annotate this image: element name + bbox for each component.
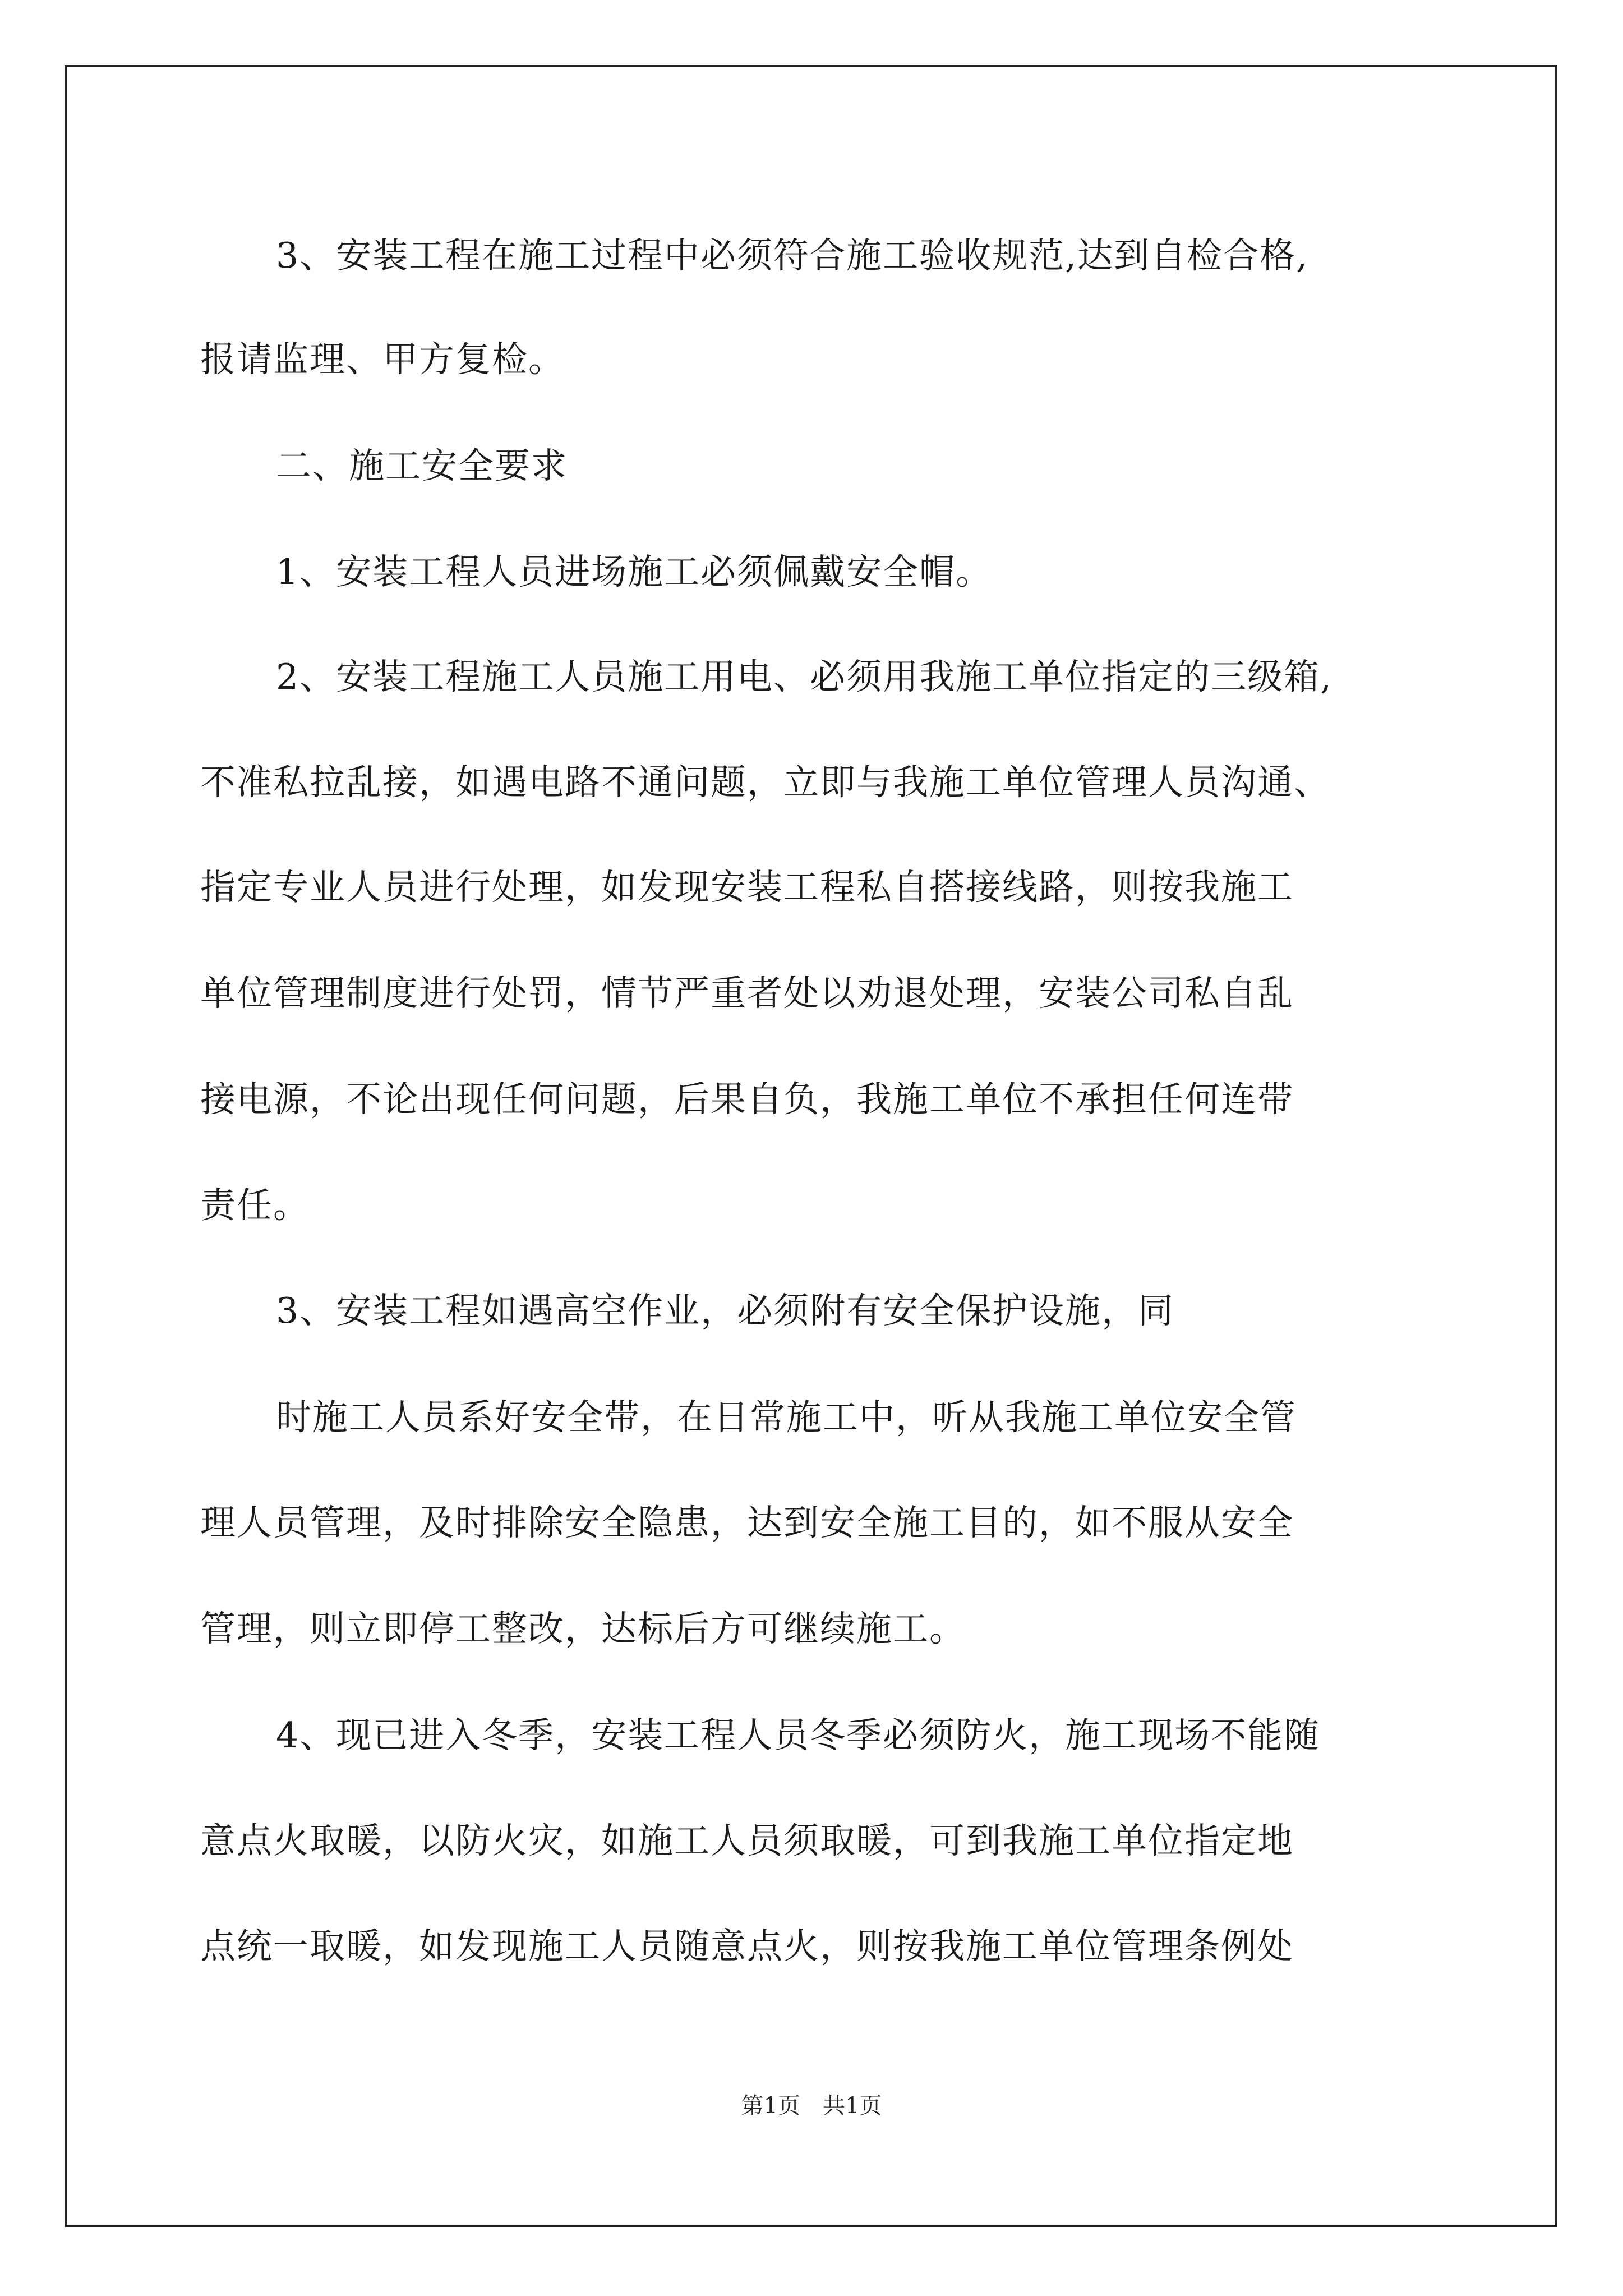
paragraph-line: 指定专业人员进行处理，如发现安装工程私自搭接线路，则按我施工	[200, 867, 1294, 908]
page-border	[65, 65, 1557, 2227]
page-number-footer: 第1页 共1页	[741, 2093, 882, 2119]
section-heading: 二、施工安全要求	[276, 445, 568, 486]
paragraph-line: 管理，则立即停工整改，达标后方可继续施工。	[200, 1608, 966, 1649]
paragraph-line: 4、现已进入冬季，安装工程人员冬季必须防火，施工现场不能随	[276, 1715, 1321, 1756]
paragraph-line: 1、安装工程人员进场施工必须佩戴安全帽。	[276, 551, 993, 592]
paragraph-line: 接电源，不论出现任何问题，后果自负，我施工单位不承担任何连带	[200, 1079, 1294, 1120]
paragraph-line: 3、安装工程在施工过程中必须符合施工验收规范,达到自检合格,	[276, 235, 1309, 276]
paragraph-line: 不准私拉乱接，如遇电路不通问题，立即与我施工单位管理人员沟通、	[200, 762, 1330, 803]
paragraph-line: 点统一取暖，如发现施工人员随意点火，则按我施工单位管理条例处	[200, 1926, 1294, 1967]
paragraph-line: 3、安装工程如遇高空作业，必须附有安全保护设施，同	[276, 1290, 1175, 1331]
paragraph-line: 理人员管理，及时排除安全隐患，达到安全施工目的，如不服从安全	[200, 1502, 1294, 1543]
paragraph-line: 单位管理制度进行处罚，情节严重者处以劝退处理，安装公司私自乱	[200, 973, 1294, 1014]
paragraph-line: 意点火取暖，以防火灾，如施工人员须取暖，可到我施工单位指定地	[200, 1820, 1294, 1861]
paragraph-line: 责任。	[200, 1185, 310, 1226]
paragraph-line: 2、安装工程施工人员施工用电、必须用我施工单位指定的三级箱,	[276, 656, 1333, 697]
paragraph-line: 报请监理、甲方复检。	[200, 339, 565, 380]
paragraph-line: 时施工人员系好安全带，在日常施工中，听从我施工单位安全管	[276, 1397, 1297, 1438]
